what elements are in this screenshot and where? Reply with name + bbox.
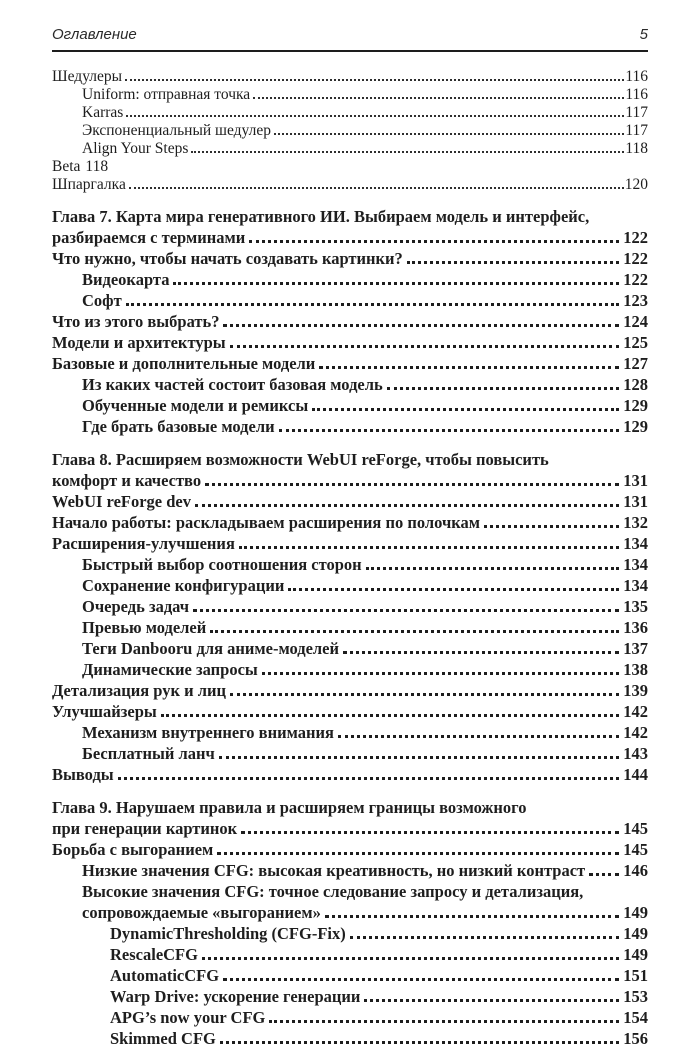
leader-dots xyxy=(274,133,624,135)
toc-entry xyxy=(52,659,648,680)
toc-entry-page-number: 123 xyxy=(623,291,648,310)
toc-entry-page-number: 134 xyxy=(623,576,648,595)
toc-entry-page-number: 134 xyxy=(623,555,648,574)
toc-entry xyxy=(52,158,648,176)
toc-entry-text: Skimmed CFG xyxy=(110,1029,216,1048)
toc-entry-text: Детализация рук и лиц xyxy=(52,681,227,700)
chapter-heading-text: при генерации картинок xyxy=(52,819,238,838)
toc-entry-text: Быстрый выбор соотношения сторон xyxy=(82,555,362,574)
leader-dots xyxy=(589,873,619,876)
toc-entry xyxy=(52,176,648,194)
leader-dots xyxy=(279,429,620,432)
toc-entry-page-number: 122 xyxy=(623,249,648,268)
toc-entry xyxy=(52,512,648,533)
toc-entry xyxy=(52,575,648,596)
toc-entry xyxy=(52,722,648,743)
toc-entry-text: Выводы xyxy=(52,765,114,784)
toc-entry xyxy=(52,764,648,785)
toc-entry xyxy=(52,638,648,659)
toc-entry-text: RescaleCFG xyxy=(110,945,198,964)
chapter-heading-text: Глава 7. Карта мира генеративного ИИ. Выбираем модель и интерфейс, xyxy=(52,207,590,226)
toc-entry-text: Механизм внутреннего внимания xyxy=(82,723,334,742)
toc-entry-text: Что из этого выбрать? xyxy=(52,312,220,331)
toc-entry xyxy=(52,923,648,944)
toc-entry xyxy=(52,554,648,575)
chapter-page-number: 122 xyxy=(623,228,648,247)
toc-entry-text: Align Your Steps xyxy=(82,140,189,157)
toc-entry-page-number: 117 xyxy=(625,122,648,139)
toc-entry xyxy=(52,269,648,290)
toc-entry xyxy=(52,140,648,158)
toc-entry-text: Динамические запросы xyxy=(82,660,258,679)
leader-dots xyxy=(210,630,619,633)
toc-entry-page-number: 120 xyxy=(624,176,648,193)
chapter-page-number: 145 xyxy=(623,819,648,838)
leader-dots xyxy=(217,852,619,855)
toc-entry xyxy=(52,839,648,860)
toc-entry xyxy=(52,248,648,269)
toc-entry-page-number: 128 xyxy=(623,375,648,394)
leader-dots xyxy=(325,915,619,918)
toc-entry xyxy=(52,68,648,86)
toc-entry xyxy=(52,395,648,416)
toc-entry-text: сопровождаемые «выгоранием» xyxy=(82,903,321,922)
leader-dots xyxy=(239,546,619,549)
toc-entry-page-number: 153 xyxy=(623,987,648,1006)
toc-entry-text: Из каких частей состоит базовая модель xyxy=(82,375,383,394)
toc-entry-text: AutomaticCFG xyxy=(110,966,220,985)
leader-dots xyxy=(193,609,619,612)
toc-entry-text: Uniform: отправная точка xyxy=(82,86,251,103)
toc-entry-page-number: 129 xyxy=(623,417,648,436)
toc-entry xyxy=(52,1007,648,1028)
chapter-heading-line xyxy=(52,206,648,227)
leader-dots xyxy=(249,240,619,243)
toc-entry-page-number: 154 xyxy=(623,1008,648,1027)
toc-entry-page-number: 139 xyxy=(623,681,648,700)
chapter-heading-text: Глава 8. Расширяем возможности WebUI reForge, чтобы повысить xyxy=(52,450,549,469)
chapter-heading-line xyxy=(52,470,648,491)
toc-entry xyxy=(52,533,648,554)
chapter-page-number: 131 xyxy=(623,471,648,490)
toc-entry-page-number: 136 xyxy=(623,618,648,637)
leader-dots xyxy=(364,999,619,1002)
toc-entry xyxy=(52,617,648,638)
toc-entry-text: Beta xyxy=(52,158,81,175)
leader-dots xyxy=(350,936,620,939)
toc-entry-page-number: 142 xyxy=(623,723,648,742)
toc-entry-text: Теги Danbooru для аниме-моделей xyxy=(82,639,339,658)
leader-dots xyxy=(241,831,619,834)
toc-entry xyxy=(52,290,648,311)
toc-entry xyxy=(52,1028,648,1049)
toc-entry-page-number: 138 xyxy=(623,660,648,679)
toc-entry-text: Борьба с выгоранием xyxy=(52,840,214,859)
toc-entry-text: Начало работы: раскладываем расширения по полочкам xyxy=(52,513,481,532)
toc-entry-text: Видеокарта xyxy=(82,270,170,289)
toc-entry-page-number: 144 xyxy=(623,765,648,784)
leader-dots xyxy=(288,588,619,591)
leader-dots xyxy=(220,1041,619,1044)
toc-entry-text: Очередь задач xyxy=(82,597,190,616)
toc-entry-page-number: 142 xyxy=(623,702,648,721)
toc-entry-text: Где брать базовые модели xyxy=(82,417,275,436)
leader-dots xyxy=(387,387,620,390)
toc-entry-page-number: 151 xyxy=(623,966,648,985)
toc-entry-page-number: 135 xyxy=(623,597,648,616)
leader-dots xyxy=(129,187,624,189)
toc-entry-text: Низкие значения CFG: высокая креативность, но низкий контраст xyxy=(82,861,586,880)
toc-entry-page-number: 131 xyxy=(623,492,648,511)
toc-entry xyxy=(52,743,648,764)
leader-dots xyxy=(125,79,624,81)
toc-entry-page-number: 134 xyxy=(623,534,648,553)
toc-entry xyxy=(52,311,648,332)
toc-entry xyxy=(52,596,648,617)
toc-entry-text: Высокие значения CFG: точное следование запросу и детализация, xyxy=(82,882,584,901)
toc-entry-text: Обученные модели и ремиксы xyxy=(82,396,309,415)
leader-dots xyxy=(118,777,620,780)
toc-entry-text: Шедулеры xyxy=(52,68,123,85)
leader-dots xyxy=(262,672,619,675)
chapter-block xyxy=(52,797,648,1049)
leader-dots xyxy=(230,693,619,696)
toc-entry-text: Улучшайзеры xyxy=(52,702,157,721)
toc-entry xyxy=(52,701,648,722)
toc-entry-text: Шпаргалка xyxy=(52,176,126,193)
leader-dots xyxy=(269,1020,619,1023)
toc-entry-page-number: 156 xyxy=(623,1029,648,1048)
chapter-heading-line xyxy=(52,449,648,470)
toc-entry-page-number: 118 xyxy=(85,158,109,175)
chapter-heading-text: Глава 9. Нарушаем правила и расширяем границы возможного xyxy=(52,798,527,817)
toc-entry-text: Что нужно, чтобы начать создавать картинки? xyxy=(52,249,403,268)
toc-entry xyxy=(52,680,648,701)
toc-entry-page-number: 129 xyxy=(623,396,648,415)
toc-entry xyxy=(52,860,648,881)
chapter-heading-line xyxy=(52,797,648,818)
toc-entry xyxy=(52,86,648,104)
toc-entry-text: APG’s now your CFG xyxy=(110,1008,266,1027)
leader-dots xyxy=(366,567,620,570)
leader-dots xyxy=(407,261,619,264)
chapter-heading-line xyxy=(52,227,648,248)
leader-dots xyxy=(343,651,619,654)
leader-dots xyxy=(126,303,620,306)
toc-entry-page-number: 118 xyxy=(625,140,648,157)
toc-entry xyxy=(52,416,648,437)
leader-dots xyxy=(205,483,619,486)
toc-entry-text: Сохранение конфигурации xyxy=(82,576,285,595)
toc-entry-page-number: 149 xyxy=(623,924,648,943)
leader-dots xyxy=(191,151,624,153)
leader-dots xyxy=(253,97,624,99)
leader-dots xyxy=(319,366,619,369)
toc-entry-page-number: 146 xyxy=(623,861,648,880)
chapter-heading-line xyxy=(52,818,648,839)
toc-entry-page-number: 149 xyxy=(623,903,648,922)
toc-entry-page-number: 117 xyxy=(625,104,648,121)
toc-entry-text: WebUI reForge dev xyxy=(52,492,192,511)
table-of-contents xyxy=(52,68,648,1049)
toc-entry-text: Бесплатный ланч xyxy=(82,744,215,763)
toc-entry-page-number: 137 xyxy=(623,639,648,658)
toc-entry-text: Экспоненциальный шедулер xyxy=(82,122,271,139)
toc-entry-page-number: 116 xyxy=(625,86,648,103)
running-header xyxy=(52,26,648,52)
toc-entry-page-number: 122 xyxy=(623,270,648,289)
toc-entry xyxy=(52,374,648,395)
toc-entry-page-number: 143 xyxy=(623,744,648,763)
leader-dots xyxy=(223,978,619,981)
toc-entry-text: Базовые и дополнительные модели xyxy=(52,354,316,373)
running-header-page-number: 5 xyxy=(639,26,648,43)
toc-entry-text: Модели и архитектуры xyxy=(52,333,226,352)
toc-entry xyxy=(52,104,648,122)
leader-dots xyxy=(161,714,619,717)
toc-entry-page-number: 132 xyxy=(623,513,648,532)
leader-dots xyxy=(484,525,619,528)
chapter-heading-text: разбираемся с терминами xyxy=(52,228,246,247)
leader-dots xyxy=(230,345,620,348)
toc-entry-text: Превью моделей xyxy=(82,618,207,637)
leader-dots xyxy=(202,957,619,960)
toc-entry-page-number: 125 xyxy=(623,333,648,352)
chapter-block xyxy=(52,206,648,437)
toc-entry-text: Расширения-улучшения xyxy=(52,534,235,553)
leader-dots xyxy=(126,115,624,117)
leader-dots xyxy=(338,735,619,738)
toc-entry-text: Софт xyxy=(82,291,122,310)
toc-entry-text: DynamicThresholding (CFG-Fix) xyxy=(110,924,346,943)
toc-entry xyxy=(52,353,648,374)
toc-entry xyxy=(52,881,648,902)
toc-entry-text: Karras xyxy=(82,104,124,121)
toc-entry xyxy=(52,332,648,353)
toc-entry xyxy=(52,122,648,140)
toc-entry xyxy=(52,944,648,965)
leader-dots xyxy=(219,756,619,759)
toc-entry xyxy=(52,491,648,512)
toc-entry-page-number: 145 xyxy=(623,840,648,859)
chapter-block xyxy=(52,449,648,785)
toc-entry-page-number: 149 xyxy=(623,945,648,964)
leader-dots xyxy=(195,504,619,507)
toc-entry-text: Warp Drive: ускорение генерации xyxy=(110,987,361,1006)
running-header-title: Оглавление xyxy=(52,26,137,43)
leader-dots xyxy=(173,282,619,285)
toc-entry xyxy=(52,986,648,1007)
chapter-heading-text: комфорт и качество xyxy=(52,471,202,490)
toc-entry-page-number: 124 xyxy=(623,312,648,331)
toc-entry-page-number: 127 xyxy=(623,354,648,373)
toc-entry xyxy=(52,902,648,923)
leader-dots xyxy=(312,408,619,411)
toc-entry-page-number: 116 xyxy=(625,68,648,85)
leader-dots xyxy=(223,324,619,327)
toc-entry xyxy=(52,965,648,986)
